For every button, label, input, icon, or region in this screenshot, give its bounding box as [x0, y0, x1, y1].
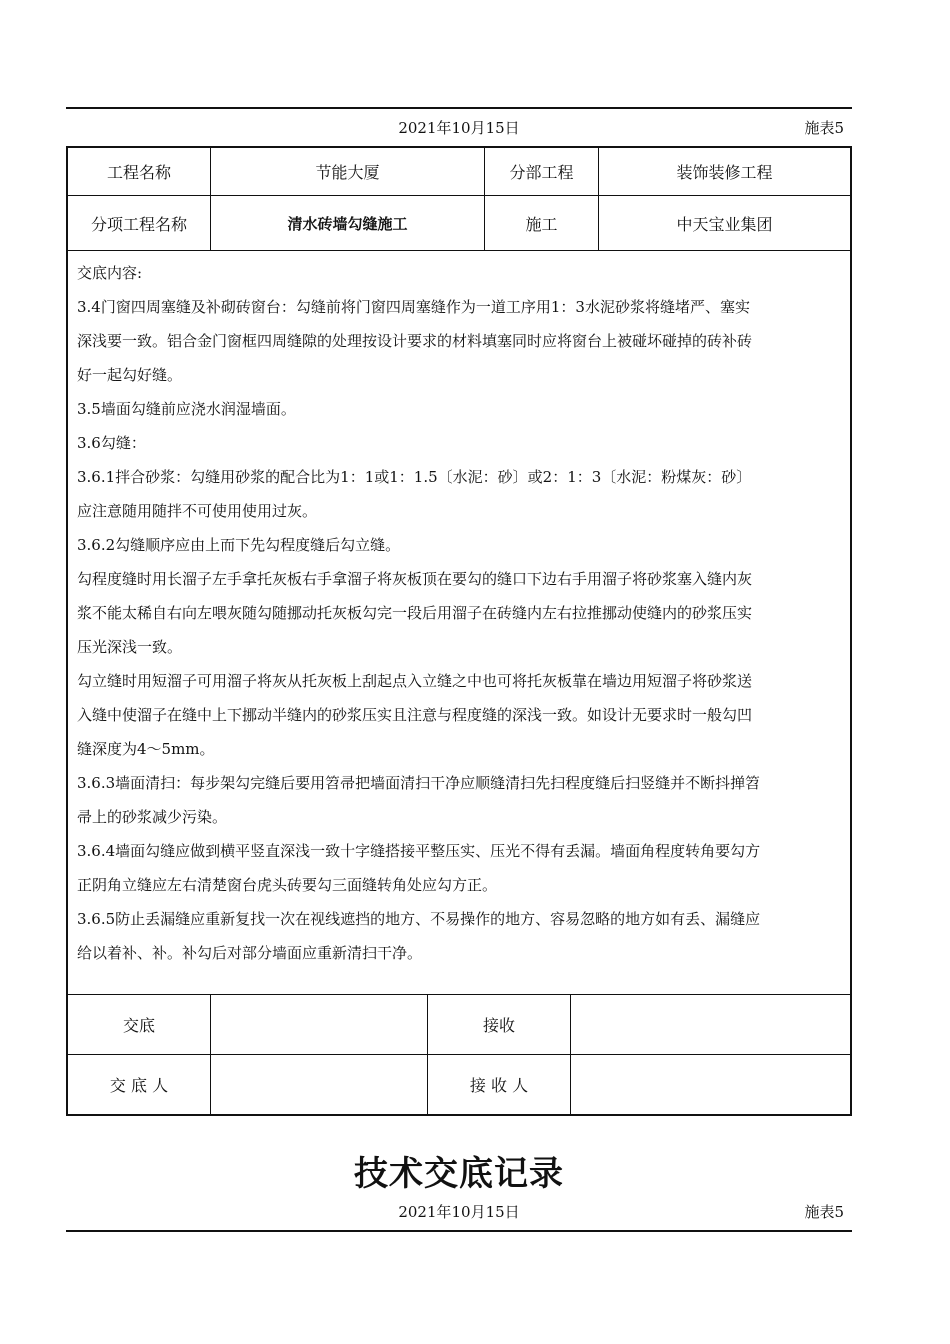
content-line: 3.6.4墙面勾缝应做到横平竖直深浅一致十字缝搭接平整压实、压光不得有丢漏。墙面角程度转角要勾方 [77, 842, 761, 860]
construction-label: 施工 [525, 214, 558, 234]
content-line: 3.4门窗四周塞缝及补砌砖窗台：勾缝前将门窗四周塞缝作为一道工序用1：3水泥砂浆将缝堵严、塞实 [77, 298, 750, 316]
content-line: 应注意随用随拌不可使用使用过灰。 [77, 502, 318, 520]
content-line: 好一起勾好缝。 [77, 366, 183, 384]
content-line: 入缝中使溜子在缝中上下挪动半缝内的砂浆压实且注意与程度缝的深浅一致。如设计无要求时一般勾凹 [77, 706, 753, 724]
handover-person-field[interactable] [211, 1055, 427, 1114]
content-line: 3.6.3墙面清扫：每步架勾完缝后要用笤帚把墙面清扫干净应顺缝清扫先扫程度缝后扫竖缝并不断抖掸笤 [77, 774, 761, 792]
project-name-value: 节能大厦 [315, 163, 380, 182]
project-name-label: 工程名称 [106, 163, 171, 182]
content-line: 勾程度缝时用长溜子左手拿托灰板右手拿溜子将灰板顶在要勾的缝口下边右手用溜子将砂浆塞入缝内灰 [77, 570, 753, 588]
division-label: 分部工程 [509, 163, 574, 182]
footer-date: 2021年10月15日 [398, 1203, 520, 1221]
receive-person-field[interactable] [571, 1055, 850, 1114]
footer-form-number: 施表5 [804, 1203, 844, 1221]
content-line: 3.6勾缝： [77, 434, 146, 452]
content-line: 交底内容: [77, 264, 143, 282]
header-date: 2021年10月15日 [398, 119, 520, 137]
receive-signature-field[interactable] [571, 995, 850, 1054]
top-rule [66, 107, 852, 109]
receive-person-label: 接 收 人 [469, 1076, 529, 1095]
content-line: 深浅要一致。铝合金门窗框四周缝隙的处理按设计要求的材料填塞同时应将窗台上被碰坏碰掉的砖补砖 [77, 332, 753, 350]
disclosure-content [77, 256, 845, 970]
bottom-rule [66, 1230, 852, 1232]
handover-person-label: 交 底 人 [109, 1076, 169, 1095]
content-line: 3.6.5防止丢漏缝应重新复找一次在视线遮挡的地方、不易操作的地方、容易忽略的地方如有丢、漏缝应 [77, 910, 761, 928]
record-title: 技术交底记录 [354, 1154, 564, 1194]
construction-value: 中天宝业集团 [676, 214, 773, 234]
content-line: 勾立缝时用短溜子可用溜子将灰从托灰板上刮起点入立缝之中也可将托灰板靠在墙边用短溜子将砂浆送 [77, 672, 753, 690]
content-line: 缝深度为4～5mm。 [77, 740, 215, 758]
division-value: 装饰装修工程 [676, 163, 773, 182]
content-line: 正阴角立缝应左右清楚窗台虎头砖要勾三面缝转角处应勾方正。 [77, 876, 498, 894]
content-line: 给以着补、补。补勾后对部分墙面应重新清扫干净。 [77, 944, 423, 962]
receive-label: 接收 [482, 1016, 515, 1035]
handover-label: 交底 [122, 1016, 155, 1035]
content-line: 3.6.2勾缝顺序应由上而下先勾程度缝后勾立缝。 [77, 536, 401, 554]
footer-dateline [66, 1201, 852, 1221]
header-form-number: 施表5 [804, 119, 844, 137]
handover-signature-field[interactable] [211, 995, 427, 1054]
subitem-label: 分项工程名称 [90, 214, 187, 234]
content-line: 压光深浅一致。 [77, 638, 183, 656]
disclosure-table [66, 146, 852, 1116]
content-line: 3.5墙面勾缝前应浇水润湿墙面。 [77, 400, 296, 418]
content-line: 3.6.1拌合砂浆：勾缝用砂浆的配合比为1：1或1：1.5〔水泥：砂〕或2：1：3〔水泥：粉煤灰：砂〕 [77, 468, 752, 486]
content-line: 浆不能太稀自右向左喂灰随勾随挪动托灰板勾完一段后用溜子在砖缝内左右拉推挪动使缝内的砂浆压实 [77, 604, 753, 622]
subitem-value: 清水砖墙勾缝施工 [287, 214, 408, 233]
header-dateline [66, 117, 852, 137]
content-line: 帚上的砂浆减少污染。 [77, 808, 228, 826]
row-divider [68, 250, 850, 251]
